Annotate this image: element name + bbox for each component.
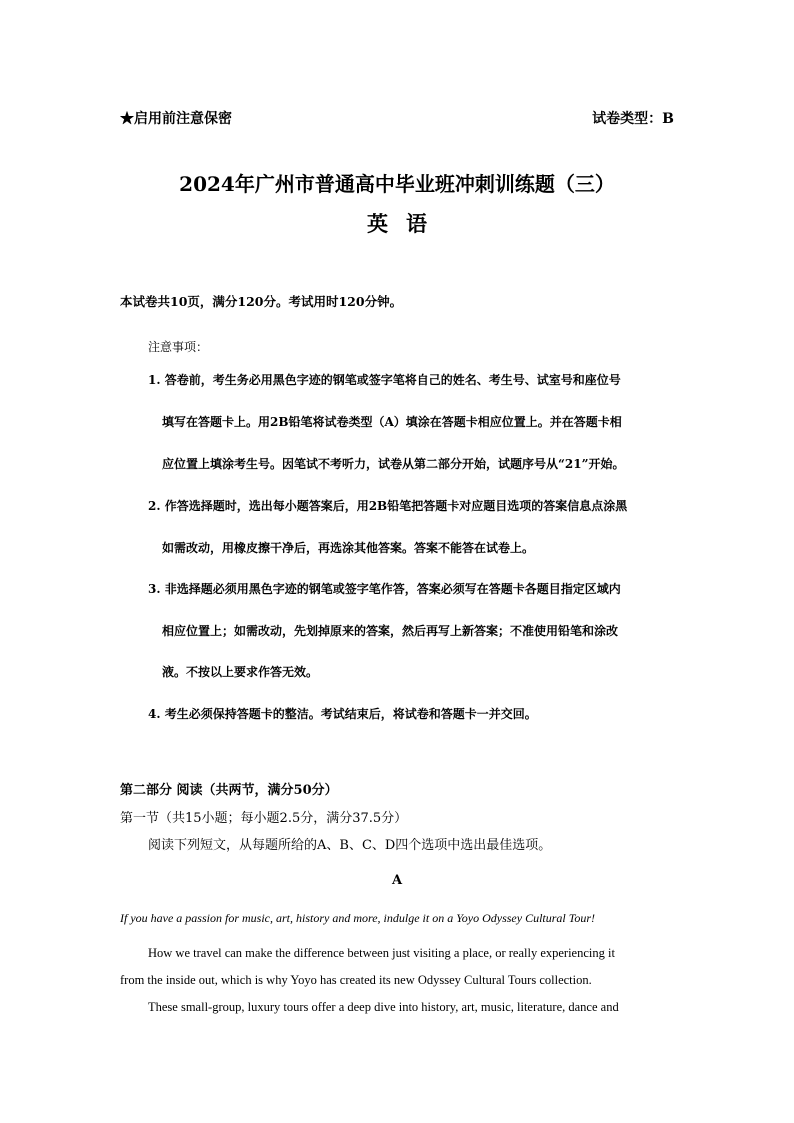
note-line: 如需改动，用橡皮擦干净后，再选涂其他答案。答案不能答在试卷上。 (162, 541, 535, 555)
notes-heading: 注意事项： (148, 340, 209, 354)
passage-subtitle: If you have a passion for music, art, history and more, indulge it on a Yoyo Odyssey Cultural Tour! (120, 911, 595, 925)
passage-line: How we travel can make the difference between just visiting a place, or really experiencing it (148, 946, 615, 960)
note-line: 1. 答卷前，考生务必用黑色字迹的钢笔或签字笔将自己的姓名、考生号、试室号和座位号 (148, 373, 621, 387)
part-title: 第二部分 阅读（共两节，满分50分） (120, 783, 338, 798)
note-line: 2. 作答选择题时，选出每小题答案后，用2B铅笔把答题卡对应题目选项的答案信息点涂黑 (148, 499, 628, 513)
confidential-notice: ★启用前注意保密 (120, 111, 232, 127)
paper-type: 试卷类型：B (592, 111, 674, 127)
subject-title: 英语 (367, 211, 445, 236)
passage-line: These small-group, luxury tours offer a deep dive into history, art, music, literature, dance and (148, 1000, 619, 1014)
note-line: 4. 考生必须保持答题卡的整洁。考试结束后，将试卷和答题卡一并交回。 (148, 707, 537, 721)
note-line: 液。不按以上要求作答无效。 (162, 665, 319, 679)
section-title: 第一节（共15小题；每小题2.5分，满分37.5分） (120, 811, 408, 826)
passage-line: from the inside out, which is why Yoyo has created its new Odyssey Cultural Tours collection. (120, 973, 592, 987)
note-line: 应位置上填涂考生号。因笔试不考听力，试卷从第二部分开始，试题序号从“21”开始。 (162, 457, 625, 471)
exam-intro: 本试卷共10页，满分120分。考试用时120分钟。 (120, 294, 403, 309)
exam-title: 2024年广州市普通高中毕业班冲刺训练题（三） (179, 172, 615, 196)
note-line: 3. 非选择题必须用黑色字迹的钢笔或签字笔作答，答案必须写在答题卡各题目指定区域内 (148, 582, 621, 596)
passage-label: A (391, 873, 403, 888)
header-line (120, 108, 674, 128)
note-line: 相应位置上；如需改动，先划掉原来的答案，然后再写上新答案；不准使用铅笔和涂改 (162, 624, 619, 638)
reading-instruction: 阅读下列短文，从每题所给的A、B、C、D四个选项中选出最佳选项。 (148, 838, 552, 853)
note-line: 填写在答题卡上。用2B铅笔将试卷类型（A）填涂在答题卡相应位置上。并在答题卡相 (162, 415, 622, 429)
